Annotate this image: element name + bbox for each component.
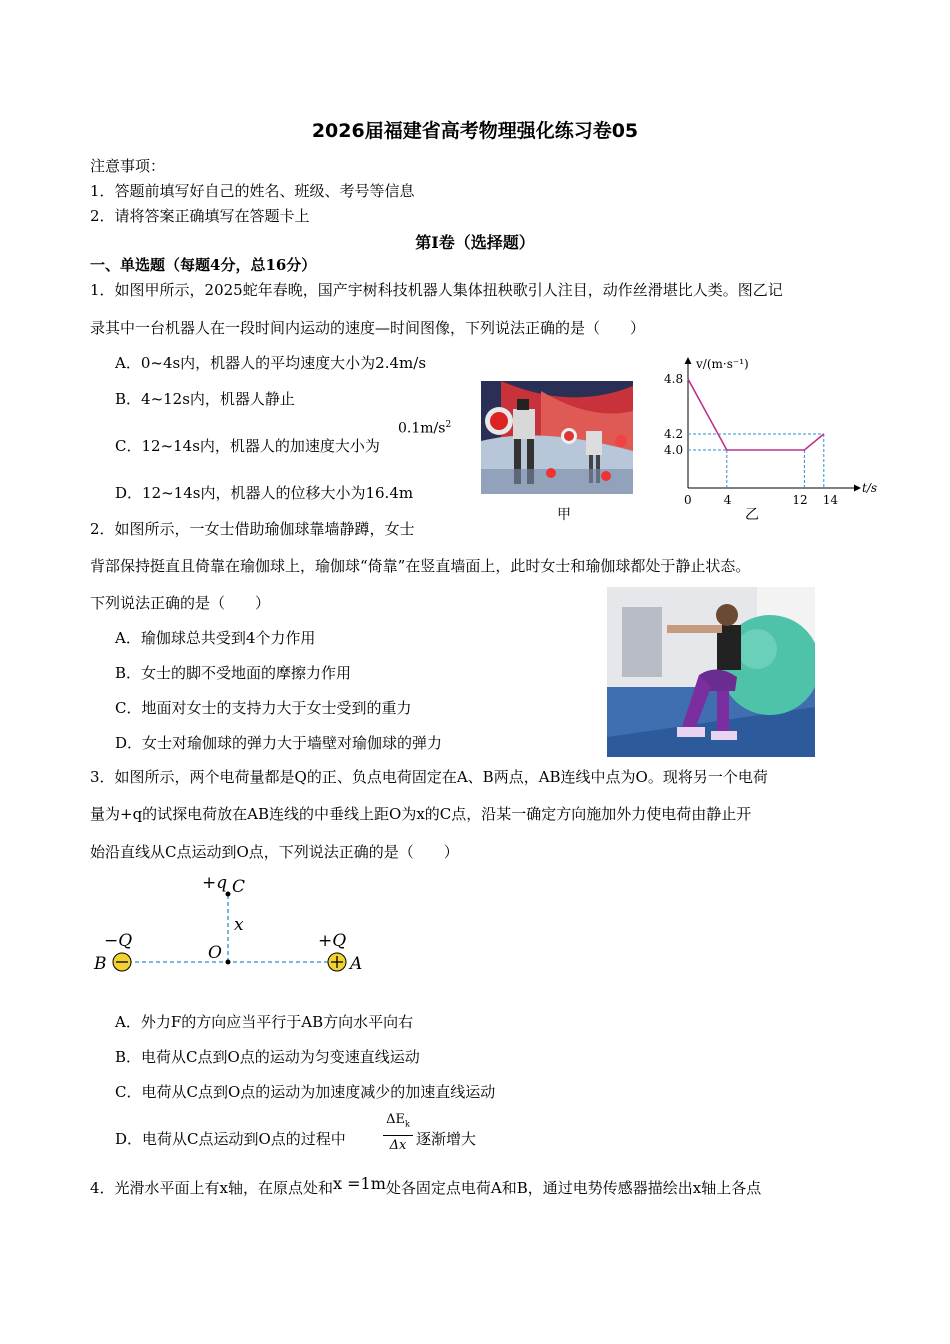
yoga-ball-photo (607, 587, 815, 757)
q3-stem-line1: 3．如图所示，两个电荷量都是Q的正、负点电荷固定在A、B两点，AB连线中点为O。现将另一个电荷 (90, 768, 768, 786)
fraction-dek-dx: $\Delta E_k$ Δx (383, 1112, 413, 1154)
q1-accel-value: $0.1m/s^2$ (398, 420, 452, 437)
notice-heading: 注意事项： (90, 157, 166, 175)
volume-title: 第I卷（选择题） (415, 233, 535, 252)
q2-stem-line1: 2．如图所示，一女士借助瑜伽球靠墙静蹲，女士 (90, 520, 415, 538)
y-tick-label: 4.0 (664, 443, 684, 457)
label-test-charge: +q (202, 873, 228, 893)
label-neg-q: −Q (104, 931, 133, 951)
y-tick-label: 4.8 (664, 372, 684, 386)
q4-stem-line1: 4．光滑水平面上有x轴，在原点处和x =1m处各固定点电荷A和B，通过电势传感器描绘出x轴上各点 (90, 1174, 762, 1197)
velocity-series-line (688, 379, 824, 450)
q1-stem-line2: 录其中一台机器人在一段时间内运动的速度—时间图像，下列说法正确的是（ ） (90, 319, 646, 337)
q2-option-a: A．瑜伽球总共受到4个力作用 (115, 629, 316, 647)
q3-option-d: D．电荷从C点运动到O点的过程中 (115, 1130, 346, 1148)
q2-option-d: D．女士对瑜伽球的弹力大于墙壁对瑜伽球的弹力 (115, 734, 443, 752)
label-b: B (94, 954, 107, 974)
label-pos-q: +Q (318, 931, 347, 951)
t-axis-label: t/s (862, 481, 878, 495)
q3-option-c: C．电荷从C点到O点的运动为加速度减少的加速直线运动 (115, 1083, 496, 1101)
v-axis-label: v/(m·s⁻¹) (696, 357, 749, 371)
point-o (226, 960, 231, 965)
q1-option-a: A．0~4s内，机器人的平均速度大小为2.4m/s (115, 354, 427, 372)
label-o: O (208, 943, 222, 963)
page-title: 2026届福建省高考物理强化练习卷05 (311, 120, 639, 142)
x-tick-label: 12 (792, 493, 808, 507)
q3-option-d-suffix: 逐渐增大 (416, 1130, 477, 1148)
notice-item: 1．答题前填写好自己的姓名、班级、考号等信息 (90, 182, 415, 200)
x-tick-label: 14 (822, 493, 839, 507)
figure-label-yi: 乙 (745, 507, 759, 523)
label-a: A (350, 954, 363, 974)
q1-option-b: B．4~12s内，机器人静止 (115, 390, 295, 408)
charge-diagram (88, 868, 378, 978)
q2-stem-line2: 背部保持挺直且倚靠在瑜伽球上，瑜伽球“倚靠”在竖直墙面上，此时女士和瑜伽球都处于静止状态。 (90, 557, 751, 575)
q1-option-c: C．12~14s内，机器人的加速度大小为 (115, 437, 380, 455)
label-x: x (234, 915, 244, 935)
q3-stem-line3: 始沿直线从C点运动到O点，下列说法正确的是（ ） (90, 843, 459, 861)
q1-option-d: D．12~14s内，机器人的位移大小为16.4m (115, 484, 414, 502)
notice-item: 2．请将答案正确填写在答题卡上 (90, 207, 310, 225)
velocity-time-graph (660, 350, 890, 510)
q2-option-b: B．女士的脚不受地面的摩擦力作用 (115, 664, 352, 682)
x-tick-label: 0 (684, 493, 692, 507)
q3-stem-line2: 量为+q的试探电荷放在AB连线的中垂线上距O为x的C点，沿某一确定方向施加外力使电荷由静止开 (90, 805, 752, 823)
q1-stem-line1: 1．如图甲所示，2025蛇年春晚，国产宇树科技机器人集体扭秧歌引人注目，动作丝滑堪比人类。图乙记 (90, 281, 783, 299)
q3-option-b: B．电荷从C点到O点的运动为匀变速直线运动 (115, 1048, 420, 1066)
q3-option-a: A．外力F的方向应当平行于AB方向水平向右 (115, 1013, 414, 1031)
figure-label-jia: 甲 (557, 507, 571, 523)
q2-stem-line3: 下列说法正确的是（ ） (90, 594, 271, 612)
label-c: C (232, 877, 246, 897)
robot-dance-photo (481, 381, 633, 494)
x-tick-label: 4 (723, 493, 732, 507)
q2-option-c: C．地面对女士的支持力大于女士受到的重力 (115, 699, 412, 717)
section-title: 一、单选题（每题4分，总16分） (90, 256, 317, 274)
y-tick-label: 4.2 (664, 427, 684, 441)
